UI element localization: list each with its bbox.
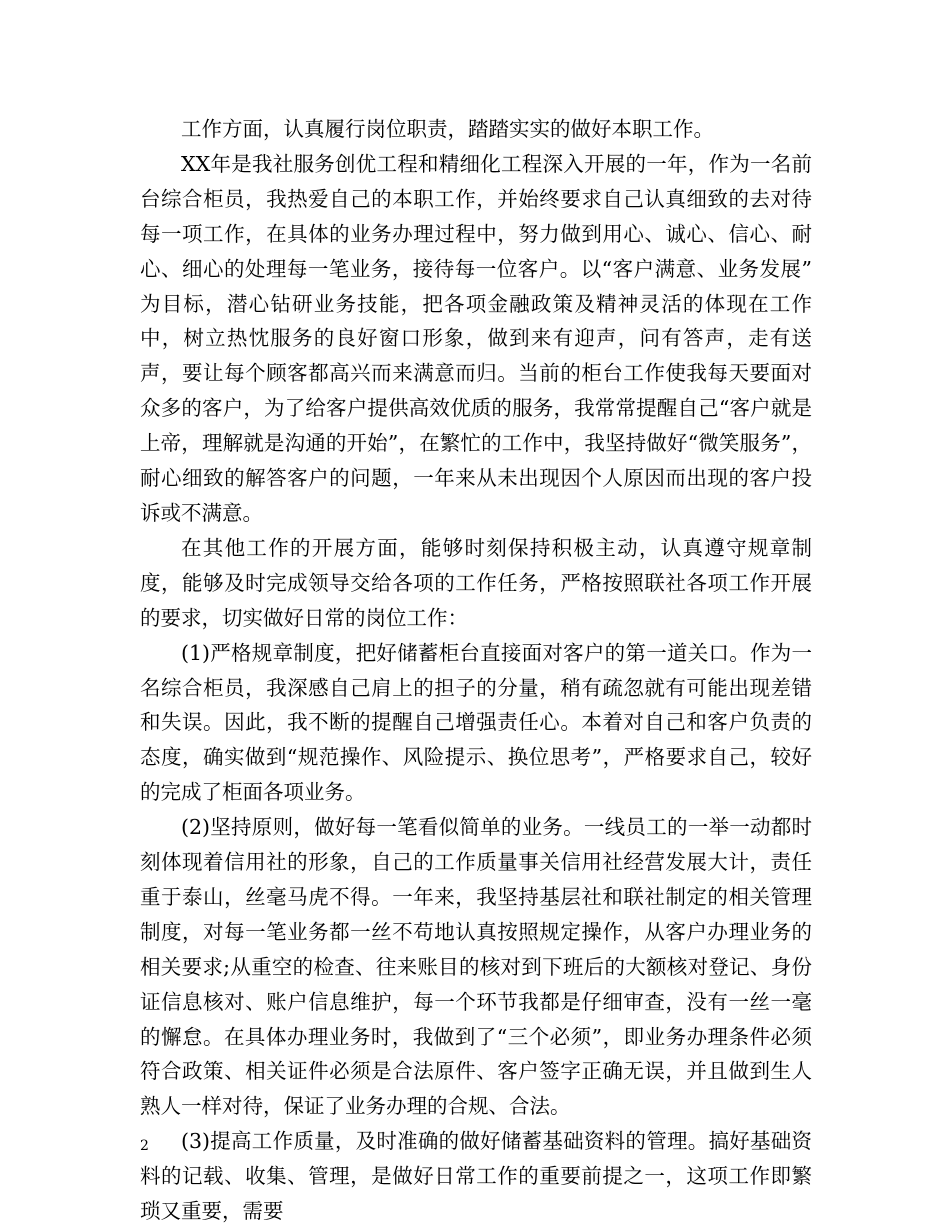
document-body <box>140 112 812 1229</box>
page-number: 2 <box>140 1138 149 1154</box>
paragraph-service-excellence: XX年是我社服务创优工程和精细化工程深入开展的一年，作为一名前台综合柜员，我热爱自己的本职工作，并始终要求自己认真细致的去对待每一项工作，在具体的业务办理过程中，努力做到用心、诚心、信心、耐心、细心的处理每一笔业务，接待每一位客户。以“客户满意、业务发展” 为目标，潜心钻研业务技能，把各项金融政策及精神灵活的体现在工作中，树立热忱服务的良好窗口形象，做到来有迎声，问有答声，走有送声，要让每个顾客都高兴而来满意而归。当前的柜台工作使我每天要面对众多的客户，为了给客户提供高效优质的服务，我常常提醒自己“客户就是上帝，理解就是沟通的开始”，在繁忙的工作中，我坚持做好“微笑服务”，耐心细致的解答客户的问题，一年来从未出现因个人原因而出现的客户投诉或不满意。 <box>140 151 812 525</box>
paragraph-work-duties: 工作方面，认真履行岗位职责，踏踏实实的做好本职工作。 <box>181 117 714 141</box>
paragraph-item-1-regulations: (1)严格规章制度，把好储蓄柜台直接面对客户的第一道关口。作为一名综合柜员，我深感自己肩上的担子的分量，稍有疏忽就有可能出现差错和失误。因此，我不断的提醒自己增强责任心。本着对自己和客户负责的态度，确实做到“规范操作、风险提示、换位思考”，严格要求自己，较好的完成了柜面各项业务。 <box>140 640 812 805</box>
paragraph-other-work: 在其他工作的开展方面，能够时刻保持积极主动，认真遵守规章制度，能够及时完成领导交给各项的工作任务，严格按照联社各项工作开展的要求，切实做好日常的岗位工作： <box>140 535 812 630</box>
paragraph-item-3-quality: (3)提高工作质量，及时准确的做好储蓄基础资料的管理。搞好基础资料的记载、收集、管理，是做好日常工作的重要前提之一，这项工作即繁琐又重要，需要 <box>140 1129 812 1224</box>
paragraph-item-2-principles: (2)坚持原则，做好每一笔看似简单的业务。一线员工的一举一动都时刻体现着信用社的形象，自己的工作质量事关信用社经营发展大计，责任重于泰山，丝毫马虎不得。一年来，我坚持基层社和联社制定的相关管理制度，对每一笔业务都一丝不苟地认真按照规定操作，从客户办理业务的相关要求;从重空的检查、往来账目的核对到下班后的大额核对登记、身份证信息核对、账户信息维护，每一个环节我都是仔细审查，没有一丝一毫的懈怠。在具体办理业务时，我做到了“三个必须”，即业务办理条件必须符合政策、相关证件必须是合法原件、客户签字正确无误，并且做到生人熟人一样对待，保证了业务办理的合规、合法。 <box>140 815 812 1119</box>
